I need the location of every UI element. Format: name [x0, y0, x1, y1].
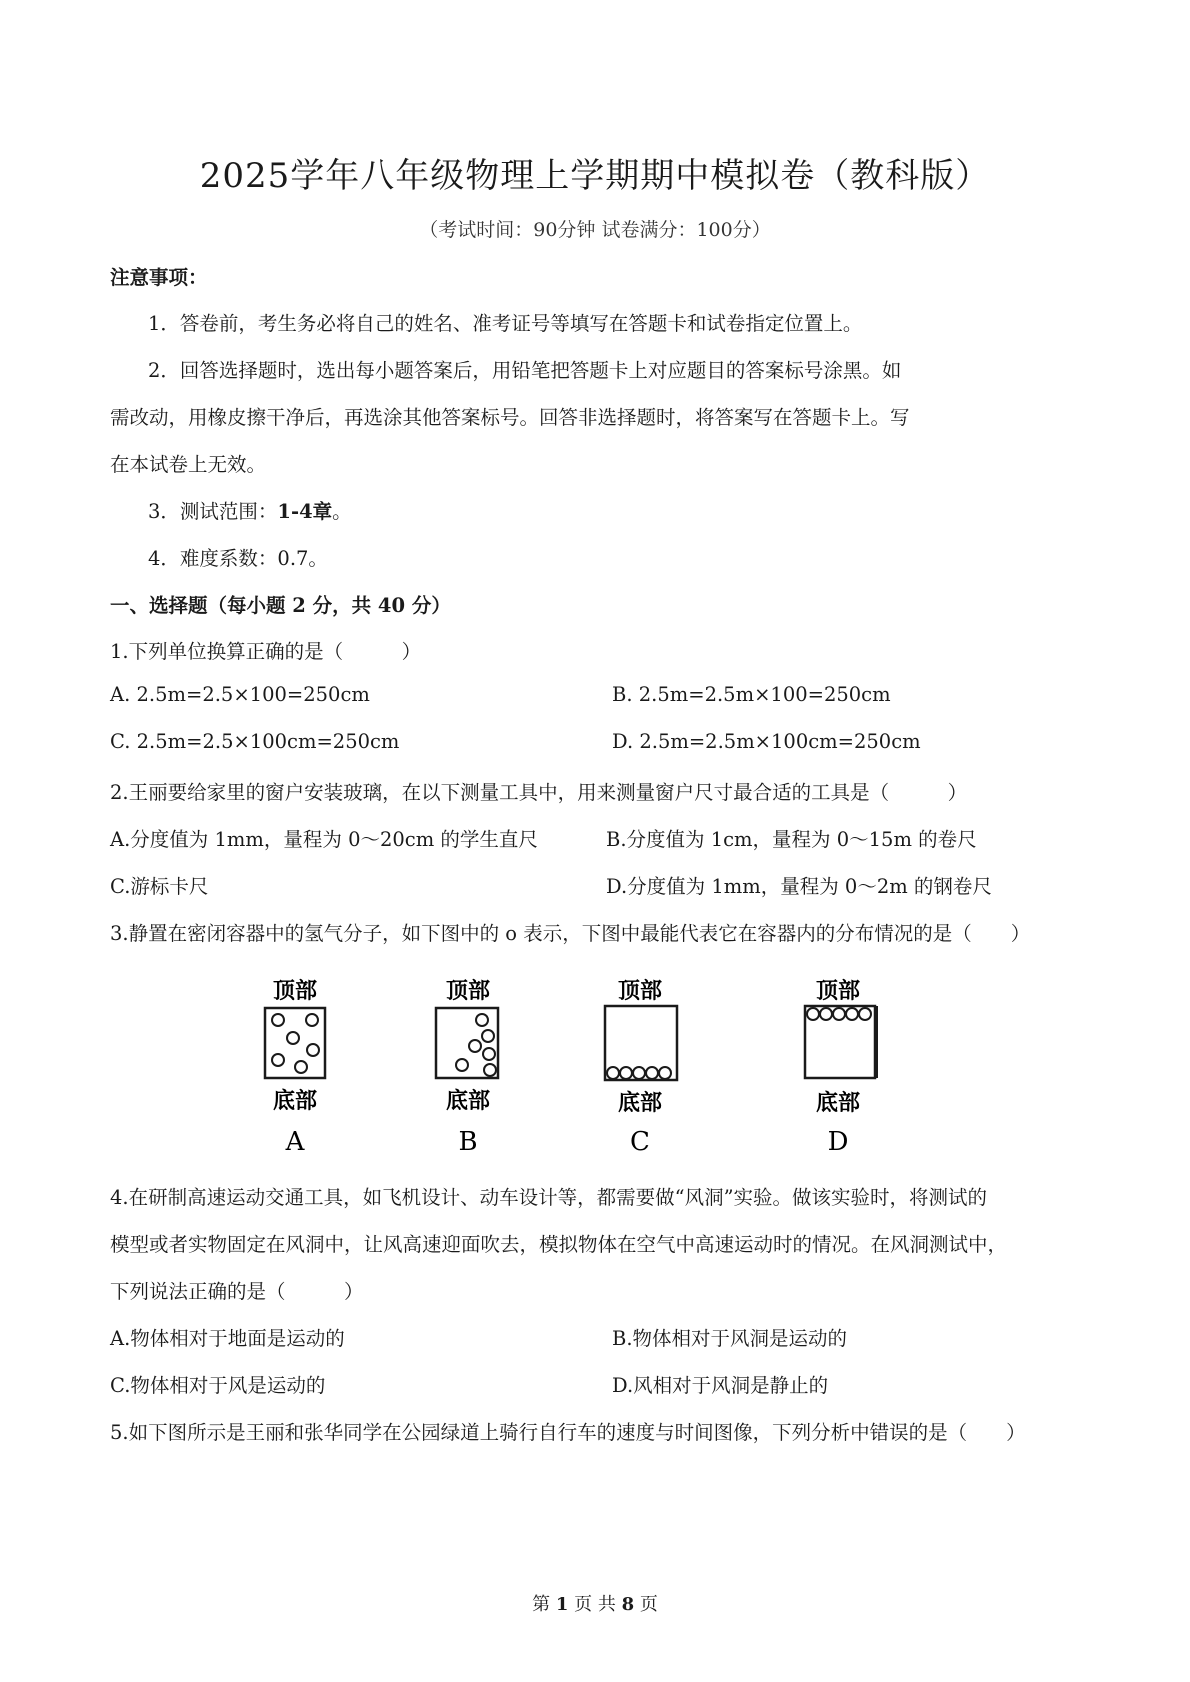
- q3-a-molecule: [287, 1032, 299, 1044]
- notice-item-2-line-1: 2．回答选择题时，选出每小题答案后，用铅笔把答题卡上对应题目的答案标号涂黑。如: [148, 359, 902, 382]
- notice-item-4: 4．难度系数：0.7。: [148, 547, 328, 570]
- q3-a-molecule: [307, 1044, 319, 1056]
- q3-c-molecule: [620, 1067, 632, 1079]
- q3-b-bottom-label: 底部: [445, 1088, 491, 1114]
- section-1-heading: 一、选择题（每小题 2 分，共 40 分）: [110, 594, 451, 617]
- notice-item-3-prefix: 3．测试范围：: [148, 500, 278, 523]
- q3-a-molecule: [272, 1014, 284, 1026]
- q4-stem-line-1: 4.在研制高速运动交通工具，如飞机设计、动车设计等，都需要做“风洞”实验。做该实验时，将测试的: [110, 1186, 988, 1209]
- q3-c-box: [605, 1006, 677, 1080]
- notice-item-3: [148, 496, 352, 524]
- q2-option-a: A.分度值为 1mm，量程为 0～20cm 的学生直尺: [110, 828, 538, 851]
- q3-a-top-label: 顶部: [272, 978, 318, 1004]
- q3-b-molecule: [482, 1030, 494, 1042]
- q2-option-b: B.分度值为 1cm，量程为 0～15m 的卷尺: [606, 828, 977, 851]
- q3-b-molecule: [456, 1059, 468, 1071]
- q3-b-molecule: [476, 1014, 488, 1026]
- q2-option-d: D.分度值为 1mm，量程为 0～2m 的钢卷尺: [606, 875, 992, 898]
- q3-b-molecule: [483, 1048, 495, 1060]
- footer-page-number: 1: [555, 1594, 569, 1615]
- q3-c-molecule: [633, 1067, 645, 1079]
- q3-figure: [200, 968, 1000, 1168]
- footer-prefix: 第: [532, 1594, 551, 1615]
- q3-container-d: [805, 978, 876, 1157]
- q3-c-molecule: [659, 1067, 671, 1079]
- q3-b-molecule: [469, 1040, 481, 1052]
- footer-suffix: 页: [639, 1594, 658, 1615]
- q3-a-molecule: [272, 1054, 284, 1066]
- q1-option-b: B. 2.5m=2.5m×100=250cm: [612, 683, 891, 706]
- q3-stem: 3.静置在密闭容器中的氢气分子，如下图中的 o 表示，下图中最能代表它在容器内的分布情况的是（ ）: [110, 922, 1031, 945]
- q3-a-option-label: A: [285, 1127, 305, 1157]
- q1-option-a: A. 2.5m=2.5×100=250cm: [110, 683, 370, 706]
- q1-option-c: C. 2.5m=2.5×100cm=250cm: [110, 730, 400, 753]
- q3-b-molecule: [484, 1064, 496, 1076]
- q2-option-c: C.游标卡尺: [110, 875, 209, 898]
- q3-a-molecule: [295, 1061, 307, 1073]
- q3-container-c: [605, 978, 677, 1157]
- notice-item-2-line-2: 需改动，用橡皮擦干净后，再选涂其他答案标号。回答非选择题时，将答案写在答题卡上。写: [110, 406, 910, 429]
- q4-stem-line-3: 下列说法正确的是（ ）: [110, 1280, 364, 1303]
- q3-d-molecule: [846, 1008, 858, 1020]
- q1-stem: 1.下列单位换算正确的是（ ）: [110, 640, 422, 663]
- notice-heading: 注意事项：: [110, 266, 208, 289]
- q3-b-option-label: B: [458, 1127, 478, 1157]
- q3-d-molecule: [833, 1008, 845, 1020]
- q3-d-top-label: 顶部: [815, 978, 861, 1004]
- notice-item-2-line-3: 在本试卷上无效。: [110, 453, 267, 476]
- footer-middle: 页 共: [574, 1594, 616, 1615]
- q3-container-a: [265, 978, 325, 1157]
- q3-d-box: [805, 1006, 875, 1078]
- q3-b-top-label: 顶部: [445, 978, 491, 1004]
- q3-d-option-label: D: [827, 1127, 849, 1157]
- q3-c-molecule: [646, 1067, 658, 1079]
- q4-option-c: C.物体相对于风是运动的: [110, 1374, 326, 1397]
- q1-option-d: D. 2.5m=2.5m×100cm=250cm: [612, 730, 921, 753]
- page-footer: [0, 1590, 1190, 1616]
- notice-item-3-suffix: 。: [332, 500, 352, 523]
- q3-d-molecule: [807, 1008, 819, 1020]
- q3-container-b: [436, 978, 498, 1157]
- q5-stem: 5.如下图所示是王丽和张华同学在公园绿道上骑行自行车的速度与时间图像，下列分析中错误的是（ ）: [110, 1421, 1026, 1444]
- q3-d-molecule: [820, 1008, 832, 1020]
- q3-c-top-label: 顶部: [617, 978, 663, 1004]
- q3-a-bottom-label: 底部: [272, 1088, 318, 1114]
- q3-c-molecule: [607, 1067, 619, 1079]
- q4-option-d: D.风相对于风洞是静止的: [612, 1374, 829, 1397]
- notice-item-1: 1．答卷前，考生务必将自己的姓名、准考证号等填写在答题卡和试卷指定位置上。: [148, 312, 863, 335]
- q3-a-molecule: [306, 1014, 318, 1026]
- page-title: 2025学年八年级物理上学期期中模拟卷（教科版）: [199, 156, 991, 196]
- exam-info: （考试时间：90分钟 试卷满分：100分）: [419, 219, 771, 241]
- q3-c-bottom-label: 底部: [617, 1090, 663, 1116]
- q4-stem-line-2: 模型或者实物固定在风洞中，让风高速迎面吹去，模拟物体在空气中高速运动时的情况。在风洞测试中，: [110, 1233, 1008, 1256]
- q4-option-b: B.物体相对于风洞是运动的: [612, 1327, 848, 1350]
- q3-d-molecule: [859, 1008, 871, 1020]
- q4-option-a: A.物体相对于地面是运动的: [110, 1327, 345, 1350]
- footer-total-pages: 8: [621, 1594, 635, 1615]
- notice-item-3-range: 1-4章: [277, 500, 333, 523]
- q3-d-bottom-label: 底部: [815, 1090, 861, 1116]
- q2-stem: 2.王丽要给家里的窗户安装玻璃，在以下测量工具中，用来测量窗户尺寸最合适的工具是（ ）: [110, 781, 968, 804]
- q3-c-option-label: C: [630, 1127, 650, 1157]
